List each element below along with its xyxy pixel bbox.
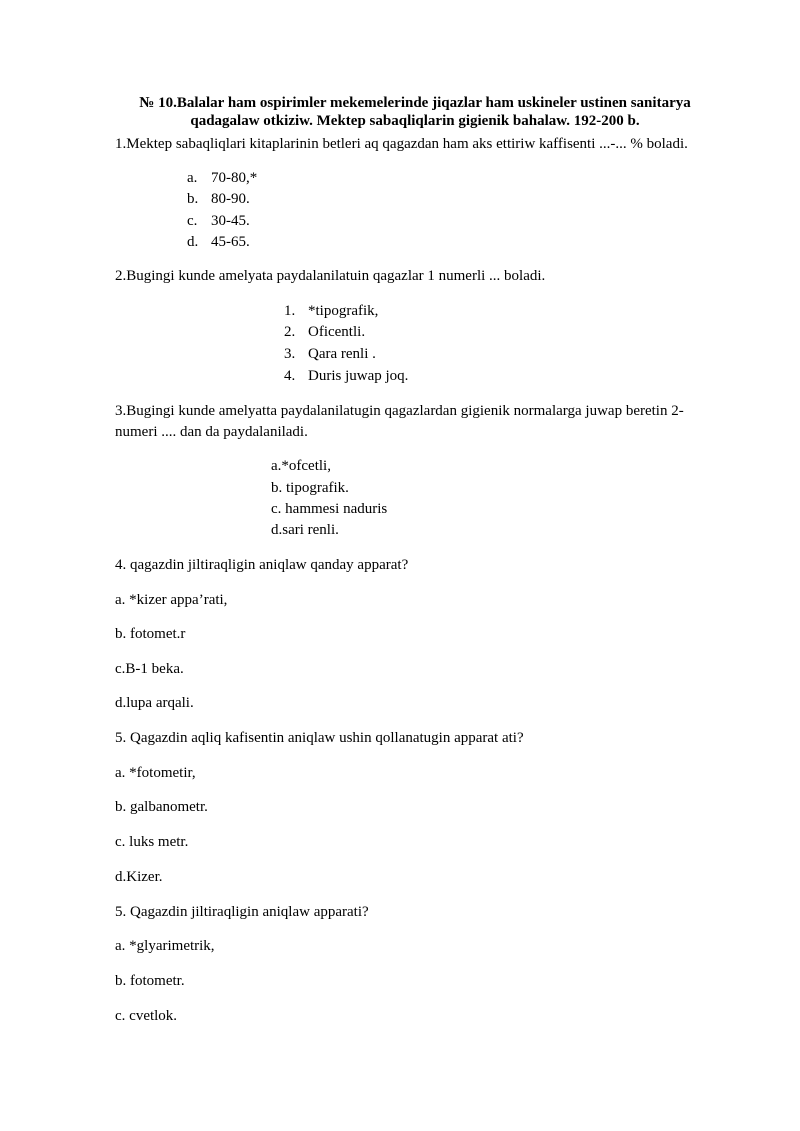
- question-6: 5. Qagazdin jiltiraqligin aniqlaw apparati?: [115, 904, 369, 920]
- question-5: 5. Qagazdin aqliq kafisentin aniqlaw ushin qollanatugin apparat ati?: [115, 730, 524, 746]
- option-item: a.*ofcetli,: [271, 458, 331, 474]
- option-item: d.lupa arqali.: [115, 695, 194, 711]
- option-item: c.B-1 beka.: [115, 661, 184, 677]
- option-item: c. cvetlok.: [115, 1008, 178, 1024]
- option-marker: 2.: [284, 324, 296, 340]
- option-marker: 3.: [284, 346, 296, 362]
- option-text: 80-90.: [211, 191, 250, 207]
- question-2: 2.Bugingi kunde amelyata paydalanilatuin qagazlar 1 numerli ... boladi.: [115, 268, 546, 284]
- option-text: Oficentli.: [308, 324, 366, 340]
- option-item: a. *kizer appa’rati,: [115, 592, 228, 608]
- option-item: b. fotometr.: [115, 973, 185, 989]
- option-item: b. tipografik.: [271, 480, 349, 496]
- option-text: Duris juwap joq.: [308, 368, 409, 384]
- title-line-2: qadagalaw otkiziw. Mektep sabaqliqlarin gigienik bahalaw. 192-200 b.: [190, 113, 640, 129]
- option-text: *tipografik,: [308, 303, 379, 319]
- option-marker: b.: [187, 191, 199, 207]
- option-marker: 1.: [284, 303, 296, 319]
- option-item: d.sari renli.: [271, 522, 339, 538]
- option-marker: c.: [187, 213, 198, 229]
- option-item: d.Kizer.: [115, 869, 163, 885]
- question-3-line-1: 3.Bugingi kunde amelyatta paydalanilatugin qagazlardan gigienik normalarga juwap beretin 2-: [115, 403, 684, 419]
- option-item: a. *fotometir,: [115, 765, 196, 781]
- option-text: 45-65.: [211, 234, 250, 250]
- option-text: 30-45.: [211, 213, 250, 229]
- title-line-1: № 10.Balalar ham ospirimler mekemelerinde jiqazlar ham uskineler ustinen sanitarya: [139, 95, 691, 111]
- option-text: Qara renli .: [308, 346, 376, 362]
- option-marker: a.: [187, 170, 198, 186]
- option-item: c. hammesi naduris: [271, 501, 388, 517]
- question-3-line-2: numeri .... dan da paydalaniladi.: [115, 424, 308, 440]
- option-marker: d.: [187, 234, 199, 250]
- option-item: b. fotomet.r: [115, 626, 186, 642]
- option-item: c. luks metr.: [115, 834, 189, 850]
- question-4: 4. qagazdin jiltiraqligin aniqlaw qanday apparat?: [115, 557, 409, 573]
- option-marker: 4.: [284, 368, 296, 384]
- option-text: 70-80,*: [211, 170, 258, 186]
- question-1: 1.Mektep sabaqliqlari kitaplarinin betleri aq qagazdan ham aks ettiriw kaffisenti ...-... % boladi.: [115, 136, 688, 152]
- option-item: a. *glyarimetrik,: [115, 938, 215, 954]
- option-item: b. galbanometr.: [115, 799, 208, 815]
